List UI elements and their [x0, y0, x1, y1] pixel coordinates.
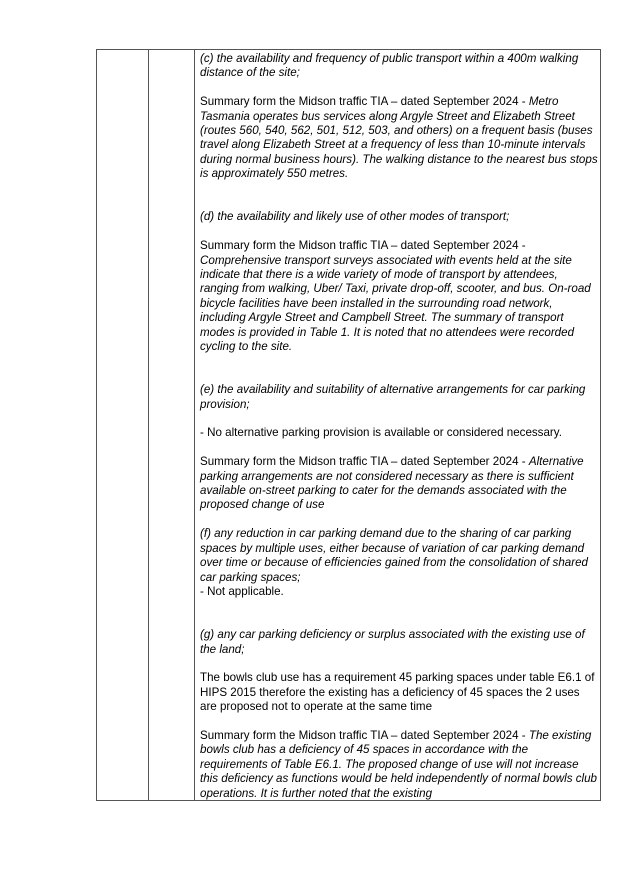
assessment-cell: [200, 52, 598, 801]
summary-e-prefix: Summary form the Midson traffic TIA – dated September 2024 -: [200, 455, 529, 469]
summary-d-prefix: Summary form the Midson traffic TIA – dated September 2024 -: [200, 239, 526, 253]
summary-e: [200, 455, 598, 513]
summary-c-body: Metro Tasmania operates bus services along Argyle Street and Elizabeth Street (routes 560, 540, 562, 501, 512, 503, and others) on a frequent basis (buses travel along Elizabeth Street at a frequency of less than 10-minute intervals during normal business hours). The walking distance to the nearest bus stops is approximately 550 metres.: [200, 95, 598, 181]
column-divider-1: [148, 50, 149, 800]
summary-g-prefix: Summary form the Midson traffic TIA – dated September 2024 -: [200, 728, 529, 742]
criterion-d: (d) the availability and likely use of other modes of transport;: [200, 210, 510, 224]
criterion-e: (e) the availability and suitability of alternative arrangements for car parking provision;: [200, 383, 586, 411]
criterion-c: (c) the availability and frequency of public transport within a 400m walking distance of the site;: [200, 52, 579, 80]
summary-d-body: Comprehensive transport surveys associated with events held at the site indicate that there is a wide variety of mode of transport by attendees, ranging from walking, Uber/ Taxi, private drop-off, scooter, and bus. On-road bicycle facilities have been installed in the surrounding road network, including Argyle Street and Campbell Street. The summary of transport modes is provided in Table 1. It is noted that no attendees were recorded cycling to the site.: [200, 253, 591, 354]
response-e: - No alternative parking provision is available or considered necessary.: [200, 426, 562, 440]
summary-g-body: The existing bowls club has a deficiency of 45 spaces in accordance with the requirements of Table E6.1. The proposed change of use will not increase this deficiency as functions would be held independently of normal bowls club operations. It is further noted that the existing: [200, 728, 598, 800]
column-divider-2: [194, 50, 195, 800]
criterion-g: (g) any car parking deficiency or surplus associated with the existing use of the land;: [200, 628, 585, 656]
summary-e-body: Alternative parking arrangements are not considered necessary as there is sufficient available on-street parking to cater for the demands associated with the proposed change of use: [200, 455, 584, 512]
summary-g: [200, 729, 598, 801]
summary-d: [200, 239, 598, 354]
summary-c: [200, 95, 598, 181]
summary-c-prefix: Summary form the Midson traffic TIA – dated September 2024 -: [200, 95, 529, 109]
criterion-f: (f) any reduction in car parking demand due to the sharing of car parking spaces by multiple uses, either because of variation of car parking demand over time or because of efficiencies gained from the consolidation of shared car parking spaces;: [200, 527, 588, 584]
response-g: The bowls club use has a requirement 45 parking spaces under table E6.1 of HIPS 2015 therefore the existing has a deficiency of 45 spaces the 2 uses are proposed not to operate at the same time: [200, 671, 595, 714]
response-f: - Not applicable.: [200, 584, 284, 598]
